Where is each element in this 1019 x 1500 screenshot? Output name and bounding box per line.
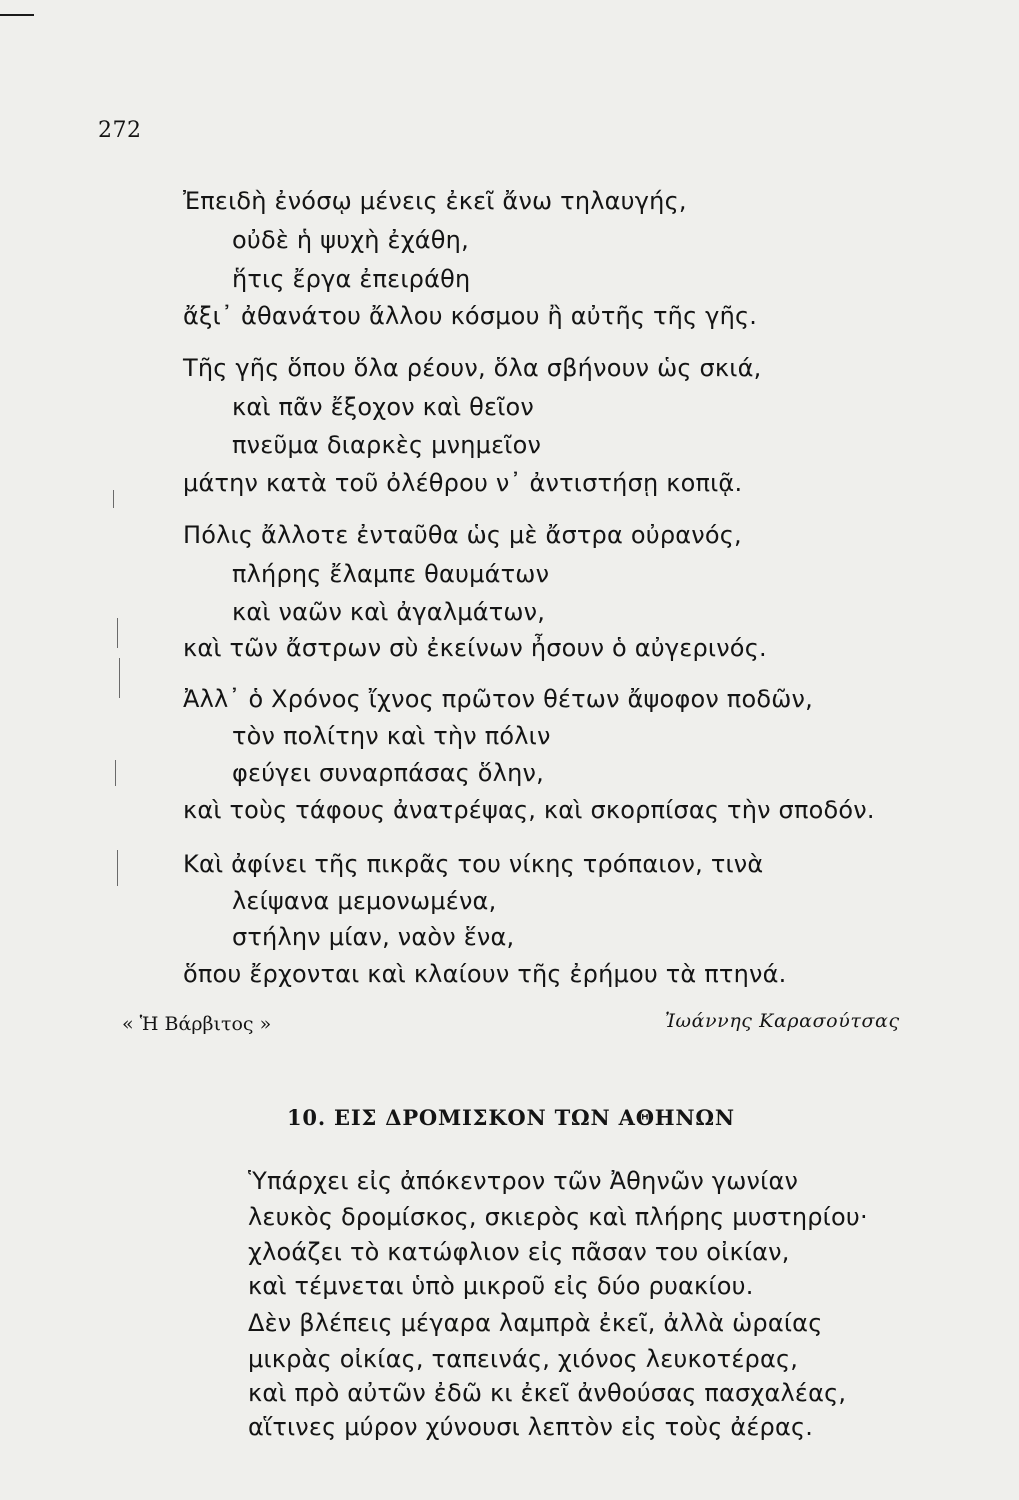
verse-line: καὶ πᾶν ἔξοχον καὶ θεῖον [232, 393, 535, 421]
poem-author: Ἰωάννης Καρασούτσας [665, 1010, 900, 1032]
verse-line: φεύγει συναρπάσας ὅλην, [232, 759, 544, 787]
verse-line: χλοάζει τὸ κατώφλιον εἰς πᾶσαν του οἰκίαν, [248, 1238, 790, 1266]
verse-line: ἄξι᾽ ἀθανάτου ἄλλου κόσμου ἢ αὐτῆς τῆς γῆς. [183, 302, 758, 330]
verse-line: τὸν πολίτην καὶ τὴν πόλιν [232, 722, 551, 750]
corner-rule [0, 14, 34, 16]
verse-line: Καὶ ἀφίνει τῆς πικρᾶς του νίκης τρόπαιον, τινὰ [183, 850, 764, 878]
poem-source: « Ἡ Βάρβιτος » [122, 1013, 272, 1035]
verse-line: οὐδὲ ἡ ψυχὴ ἐχάθη, [232, 226, 469, 254]
verse-line: ἥτις ἔργα ἐπειράθη [232, 265, 471, 293]
verse-line: Ἀλλ᾽ ὁ Χρόνος ἴχνος πρῶτον θέτων ἄψοφον ποδῶν, [183, 685, 813, 713]
verse-line: Πόλις ἄλλοτε ἐνταῦθα ὡς μὲ ἄστρα οὐρανός, [183, 521, 742, 549]
verse-line: καὶ ναῶν καὶ ἀγαλμάτων, [232, 598, 546, 626]
verse-line: αἵτινες μύρον χύνουσι λεπτὸν εἰς τοὺς ἀέρας. [248, 1413, 814, 1441]
verse-line: Ἐπειδὴ ἐνόσῳ μένεις ἐκεῖ ἄνω τηλαυγής, [183, 187, 687, 215]
verse-line: καὶ τέμνεται ὑπὸ μικροῦ εἰς δύο ρυακίου. [248, 1272, 754, 1300]
verse-line: μάτην κατὰ τοῦ ὀλέθρου ν᾽ ἀντιστήσῃ κοπιᾷ. [183, 469, 743, 497]
margin-pencil-marks [105, 490, 125, 910]
verse-line: πνεῦμα διαρκὲς μνημεῖον [232, 431, 542, 459]
verse-line: μικρὰς οἰκίας, ταπεινάς, χιόνος λευκοτέρας, [248, 1345, 799, 1373]
verse-line: καὶ πρὸ αὐτῶν ἐδῶ κι ἐκεῖ ἀνθούσας πασχαλέας, [248, 1379, 847, 1407]
verse-line: στήλην μίαν, ναὸν ἕνα, [232, 923, 515, 951]
verse-line: καὶ τοὺς τάφους ἀνατρέψας, καὶ σκορπίσας τὴν σποδόν. [183, 796, 875, 824]
verse-line: Ὑπάρχει εἰς ἀπόκεντρον τῶν Ἀθηνῶν γωνίαν [248, 1167, 799, 1195]
verse-line: λείψανα μεμονωμένα, [232, 887, 497, 915]
verse-line: λευκὸς δρομίσκος, σκιερὸς καὶ πλήρης μυστηρίου· [248, 1203, 868, 1231]
verse-line: καὶ τῶν ἄστρων σὺ ἐκείνων ἦσουν ὁ αὐγερινός. [183, 634, 767, 662]
verse-line: Τῆς γῆς ὅπου ὅλα ρέουν, ὅλα σβήνουν ὡς σκιά, [183, 354, 762, 382]
poem-title: 10. ΕΙΣ ΔΡΟΜΙΣΚΟΝ ΤΩΝ ΑΘΗΝΩΝ [287, 1105, 735, 1130]
verse-line: πλήρης ἔλαμπε θαυμάτων [232, 560, 550, 588]
verse-line: ὅπου ἔρχονται καὶ κλαίουν τῆς ἐρήμου τὰ πτηνά. [183, 960, 787, 988]
verse-line: Δὲν βλέπεις μέγαρα λαμπρὰ ἐκεῖ, ἀλλὰ ὡραίας [248, 1309, 823, 1337]
page-number: 272 [98, 118, 142, 143]
